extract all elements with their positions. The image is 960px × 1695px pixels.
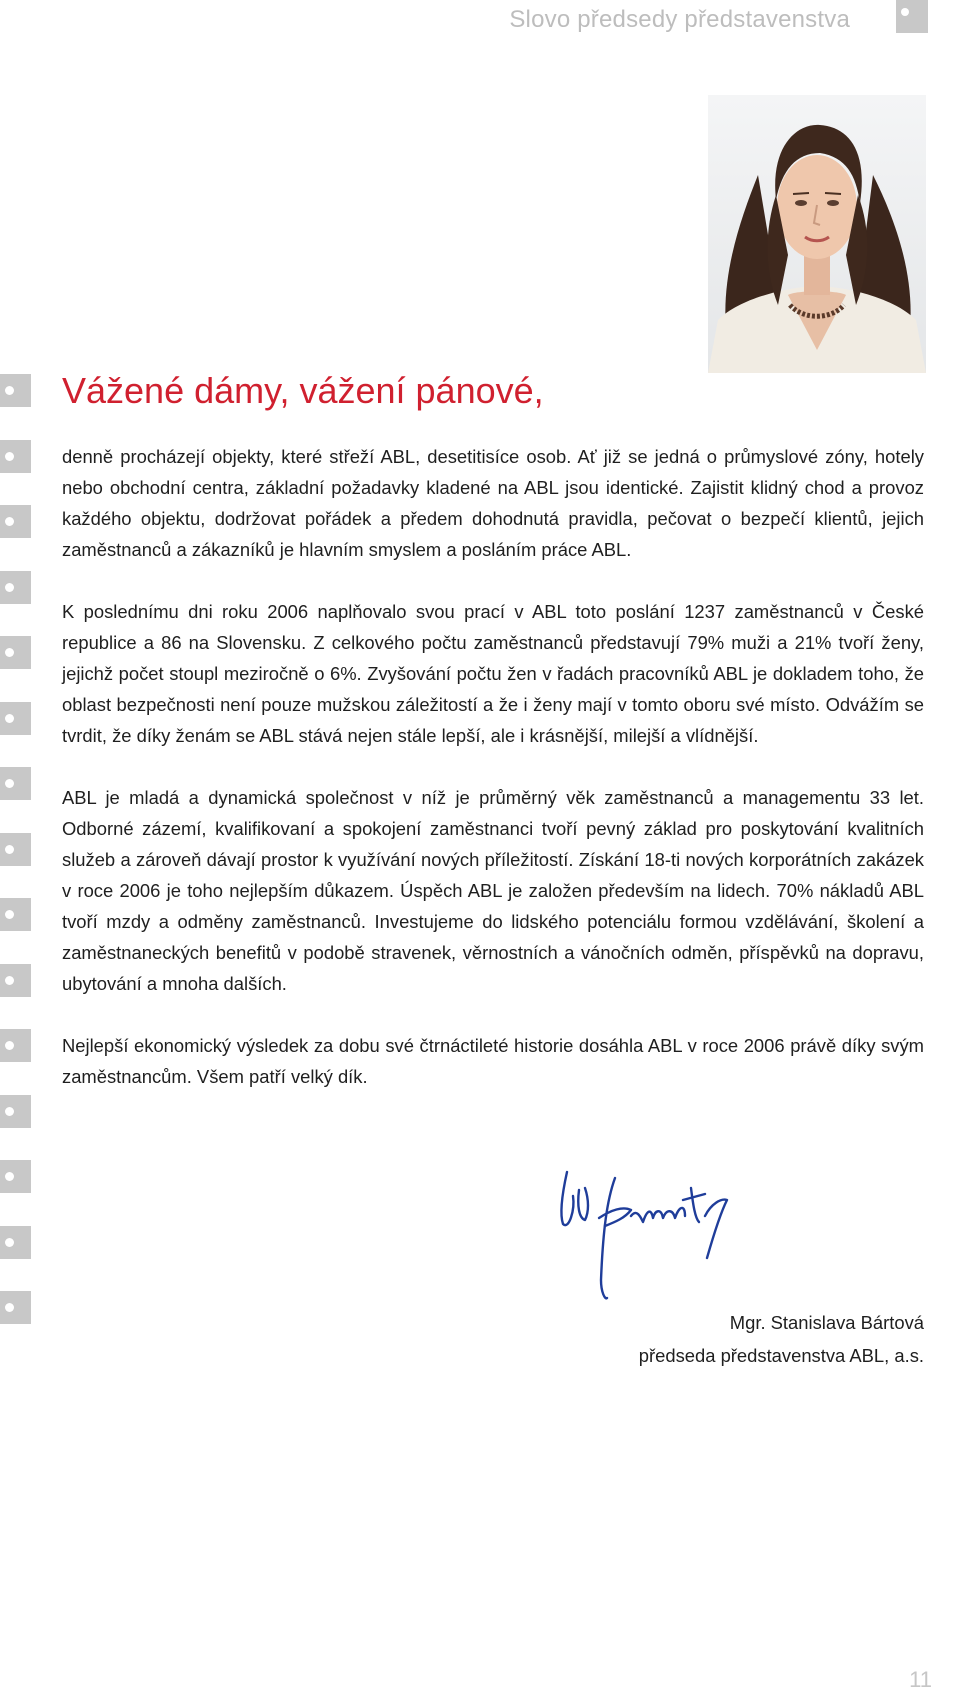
side-tab [0, 374, 31, 407]
letter-paragraph: ABL je mladá a dynamická společnost v níž je průměrný věk zaměstnanců a managementu 33 let. Odborné zázemí, kvalifikovaní a spokojení zaměstnanci tvoří pevný základ pro poskytování kvalitních služeb a zároveň dávají prostor k využívání nových příležitostí. Získání 18-ti nových korporátních zakázek v roce 2006 je toho nejlepším důkazem. Úspěch ABL je založen především na lidech. 70% nákladů ABL tvoří mzdy a odměny zaměstnanců. Investujeme do lidského potenciálu formou vzdělávání, školení a zaměstnaneckých benefitů v podobě stravenek, věrnostních a vánočních odměn, příspěvků na dopravu, ubytování a mnoha dalších. [62, 787, 924, 994]
header-tab [896, 0, 928, 33]
signer-block [639, 1306, 924, 1372]
side-tab [0, 898, 31, 931]
letter-paragraph: Nejlepší ekonomický výsledek za dobu své čtrnáctileté historie dosáhla ABL v roce 2006 právě díky svým zaměstnancům. Všem patří velký dík. [62, 1035, 924, 1087]
side-tab [0, 964, 31, 997]
side-tab [0, 1029, 31, 1062]
side-tab [0, 1291, 31, 1324]
side-tab [0, 1095, 31, 1128]
side-tab [0, 702, 31, 735]
signature-icon [545, 1160, 785, 1310]
handwritten-signature [545, 1160, 785, 1310]
letter-body [62, 441, 924, 1123]
letter-paragraph: denně procházejí objekty, které střeží ABL, desetitisíce osob. Ať již se jedná o průmyslové zóny, hotely nebo obchodní centra, základní požadavky kladené na ABL jsou identické. Zajistit klidný chod a provoz každého objektu, dodržovat pořádek a předem dohodnutá pravidla, pečovat o bezpečí klientů, jejich zaměstnanců a zákazníků je hlavním smyslem a posláním práce ABL. [62, 446, 924, 560]
side-tab [0, 767, 31, 800]
page-number: 11 [909, 1667, 932, 1692]
side-tab [0, 636, 31, 669]
letter-paragraph: K poslednímu dni roku 2006 naplňovalo svou prací v ABL toto poslání 1237 zaměstnanců v České republice a 86 na Slovensku. Z celkového počtu zaměstnanců představují 79% muži a 21% tvoří ženy, jejichž počet stoupl meziročně o 6%. Zvyšování počtu žen v řadách pracovníků ABL je dokladem toho, že oblast bezpečnosti není pouze mužskou záležitostí a že i ženy mají v tomto oboru své místo. Odvážím se tvrdit, že díky ženám se ABL stává nejen stále lepší, ale i krásnější, milejší a vlídnější. [62, 601, 924, 746]
side-tab [0, 1160, 31, 1193]
signer-name: Mgr. Stanislava Bártová [729, 1312, 924, 1333]
salutation-heading: Vážené dámy, vážení pánové, [62, 370, 544, 411]
portrait-illustration [708, 95, 926, 373]
header-title: Slovo předsedy představenstva [509, 6, 850, 33]
signer-role: předseda představenstva ABL, a.s. [638, 1345, 924, 1366]
portrait-photo [708, 95, 926, 373]
side-tab [0, 833, 31, 866]
side-tab [0, 505, 31, 538]
side-tab [0, 571, 31, 604]
side-tab [0, 440, 31, 473]
side-tab [0, 1226, 31, 1259]
